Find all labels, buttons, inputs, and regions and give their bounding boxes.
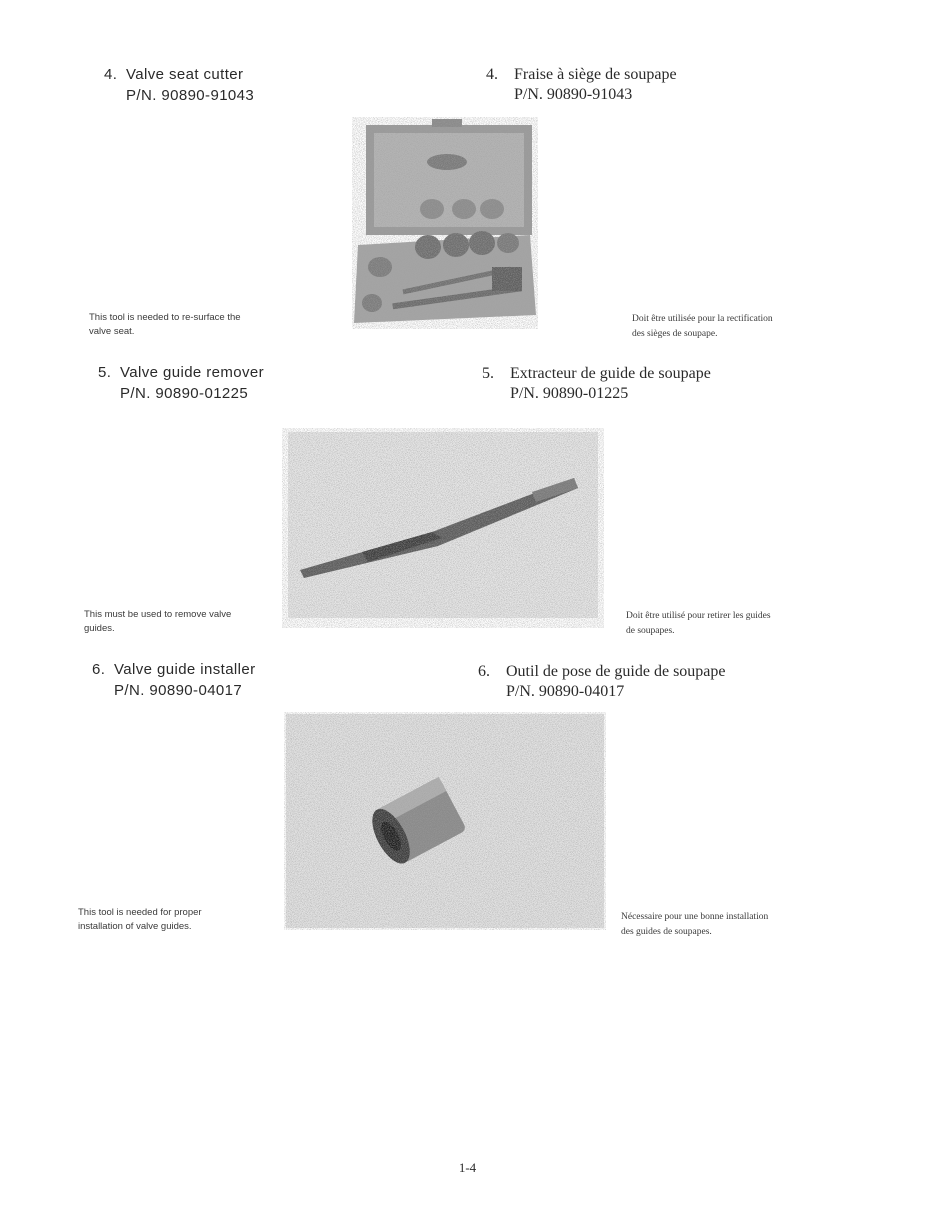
tool-6-note-fr <box>621 910 811 940</box>
tool-6-number-en: 6. <box>92 661 106 678</box>
tool-6-name-en: Valve guide installer <box>114 661 256 678</box>
tool-4-part-number-fr: P/N. 90890-91043 <box>514 86 633 103</box>
tool-4-note-fr-line-2: des sièges de soupape. <box>632 329 718 339</box>
tool-5-number-en: 5. <box>98 364 112 381</box>
tool-5-part-number-fr: P/N. 90890-01225 <box>510 385 629 402</box>
tool-6-number-fr: 6. <box>478 663 490 680</box>
tool-4-title-fr <box>486 65 677 105</box>
tool-5-note-en-line-1: This must be used to remove valve <box>84 609 232 620</box>
tool-4-number-en: 4. <box>104 66 118 83</box>
tool-5-name-en: Valve guide remover <box>120 364 265 381</box>
tool-6-note-fr-line-1: Nécessaire pour une bonne installation <box>621 912 769 922</box>
tool-4-number-fr: 4. <box>486 66 498 83</box>
tool-4-note-en-line-1: This tool is needed to re-surface the <box>89 312 241 323</box>
valve-seat-cutter-photo <box>352 117 538 329</box>
tool-6-part-number-en: P/N. 90890-04017 <box>114 682 243 699</box>
tool-5-part-number-en: P/N. 90890-01225 <box>120 385 249 402</box>
tool-6-note-en-line-2: installation of valve guides. <box>78 921 192 932</box>
tool-5-note-fr-line-1: Doit être utilisé pour retirer les guides <box>626 611 771 621</box>
valve-guide-remover-photo <box>282 428 604 628</box>
tool-6-title-en <box>92 659 256 701</box>
tool-4-note-en <box>89 311 289 339</box>
tool-4-note-fr-line-1: Doit être utilisée pour la rectification <box>632 314 773 324</box>
tool-5-note-fr-line-2: de soupapes. <box>626 626 675 636</box>
tool-4-note-fr <box>632 312 822 342</box>
tool-5-note-fr <box>626 609 816 639</box>
tool-5-note-en-line-2: guides. <box>84 623 115 634</box>
tool-4-name-fr: Fraise à siège de soupape <box>514 66 677 83</box>
tool-6-name-fr: Outil de pose de guide de soupape <box>506 663 726 680</box>
tool-6-note-en <box>78 906 278 934</box>
tool-4-title-en <box>104 64 254 106</box>
tool-5-title-en <box>98 362 264 404</box>
tool-6-note-en-line-1: This tool is needed for proper <box>78 907 202 918</box>
tool-5-title-fr <box>482 364 711 404</box>
tool-4-note-en-line-2: valve seat. <box>89 326 135 337</box>
tool-6-part-number-fr: P/N. 90890-04017 <box>506 683 625 700</box>
tool-4-name-en: Valve seat cutter <box>126 66 244 83</box>
valve-guide-installer-photo <box>284 712 606 930</box>
tool-6-title-fr <box>478 662 726 702</box>
tool-4-part-number-en: P/N. 90890-91043 <box>126 87 255 104</box>
tool-5-note-en <box>84 608 284 636</box>
page-number: 1-4 <box>458 1160 477 1175</box>
tool-5-name-fr: Extracteur de guide de soupape <box>510 365 711 382</box>
tool-6-note-fr-line-2: des guides de soupapes. <box>621 927 712 937</box>
tool-5-number-fr: 5. <box>482 365 494 382</box>
